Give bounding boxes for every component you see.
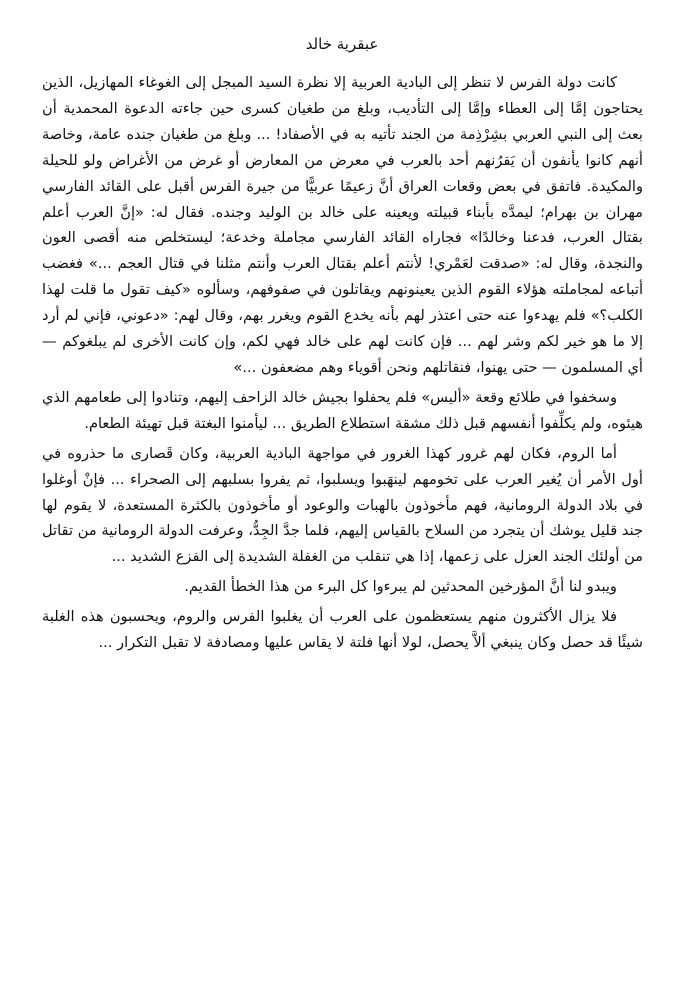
paragraph: كانت دولة الفرس لا تنظر إلى البادية العربية إلا نظرة السيد المبجل إلى الغوغاء المهازيل، الذين يحتاجون إمَّا إلى العطاء وإمَّا إلى التأديب، وبلغ من طغيان كسرى حين جاءته الدعوة المحمدية أن بعث إلى النبي العربي بشِرْذِمة من الجند تأتيه به في الأصفاد! ... وبلغ من طغيان جنده عامة، وخاصة أنهم كانوا يأنفون أن يَقرُنهم أحد بالعرب في معرض من المعارض أو غرض من الأغراض ولو للحيلة والمكيدة. فاتفق في بعض وقعات العراق أنَّ زعيمًا عربيًّا من جيرة الفرس أقبل على القائد الفارسي مهران بن بهرام؛ ليمدَّه بأبناء قبيلته ويعينه على خالد بن الوليد وجنده. فقال له: «إنَّ العرب أعلم بقتال العرب، فدعنا وخالدًا» فجاراه القائد الفارسي مجاملة وخدعة؛ ليستخلص منه أقصى العون والنجدة، وقال له: «صدقت لعَمْري! لأنتم أعلم بقتال العرب وأنتم مثلنا في قتال العجم ...» فغضب أتباعه لمجاملته هؤلاء القوم الذين يعينونهم ويقاتلون في صفوفهم، وسألوه «كيف تقول ما قلت لهذا الكلب؟» فلم يهدءوا عنه حتى اعتذر لهم بأنه يخدع القوم ويغرر بهم، وقال لهم: «دعوني، فإني لم أرد إلا ما هو خير لكم وشر لهم ... فإن كانت لهم على خالد فهي لكم، وإن كانت الأخرى لم يبلغوكم — أي المسلمون — حتى يهنوا، فنقاتلهم ونحن أقوياء وهم مضعفون ...» [42, 74, 643, 376]
body-text [42, 70, 643, 660]
paragraph: فلا يزال الأكثرون منهم يستعظمون على العرب أن يغلبوا الفرس والروم، ويحسبون هذه الغلبة شيئًا قد حصل وكان ينبغي ألاَّ يحصل، لولا أنها فلتة لا يقاس عليها ومصادفة لا تقبل التكرار ... [42, 608, 643, 652]
paragraph: وسخفوا في طلائع وقعة «أليس» فلم يحفلوا بجيش خالد الزاحف إليهم، وتنادوا إلى طعامهم الذي هيئوه، ولم يكلِّفوا أنفسهم قبل ذلك مشقة استطلاع الطريق ... ليأمنوا البغتة قبل تهيئة الطعام. [42, 388, 643, 432]
paragraph: ويبدو لنا أنَّ المؤرخين المحدثين لم يبرءوا كل البرء من هذا الخطأ القديم. [184, 578, 617, 596]
running-header-title: عبقرية خالد [305, 35, 379, 53]
paragraph: أما الروم، فكان لهم غرور كهذا الغرور في مواجهة البادية العربية، وكان قَصارى ما حذروه في أول الأمر أن يُغير العرب على تخومهم لينهَبوا ويسلبوا، ثم يفروا بسلبهم إلى الصحراء ... فإنْ أوغلوا في بلاد الدولة الرومانية، فهم مأخوذون بالهبات والوعود أو مأخوذون بالكثرة المستعدة، لا يقوم لها جند قليل يوشك أن يتجرد من السلاح بالقياس إليهم، فلما جدَّ الجِدُّ، وعرفت الدولة الرومانية من تقاتل من أولئك الجند العزل على زعمها، إذا هي تنقلب من الغفلة الشديدة إلى الفزع الشديد ... [42, 444, 643, 566]
